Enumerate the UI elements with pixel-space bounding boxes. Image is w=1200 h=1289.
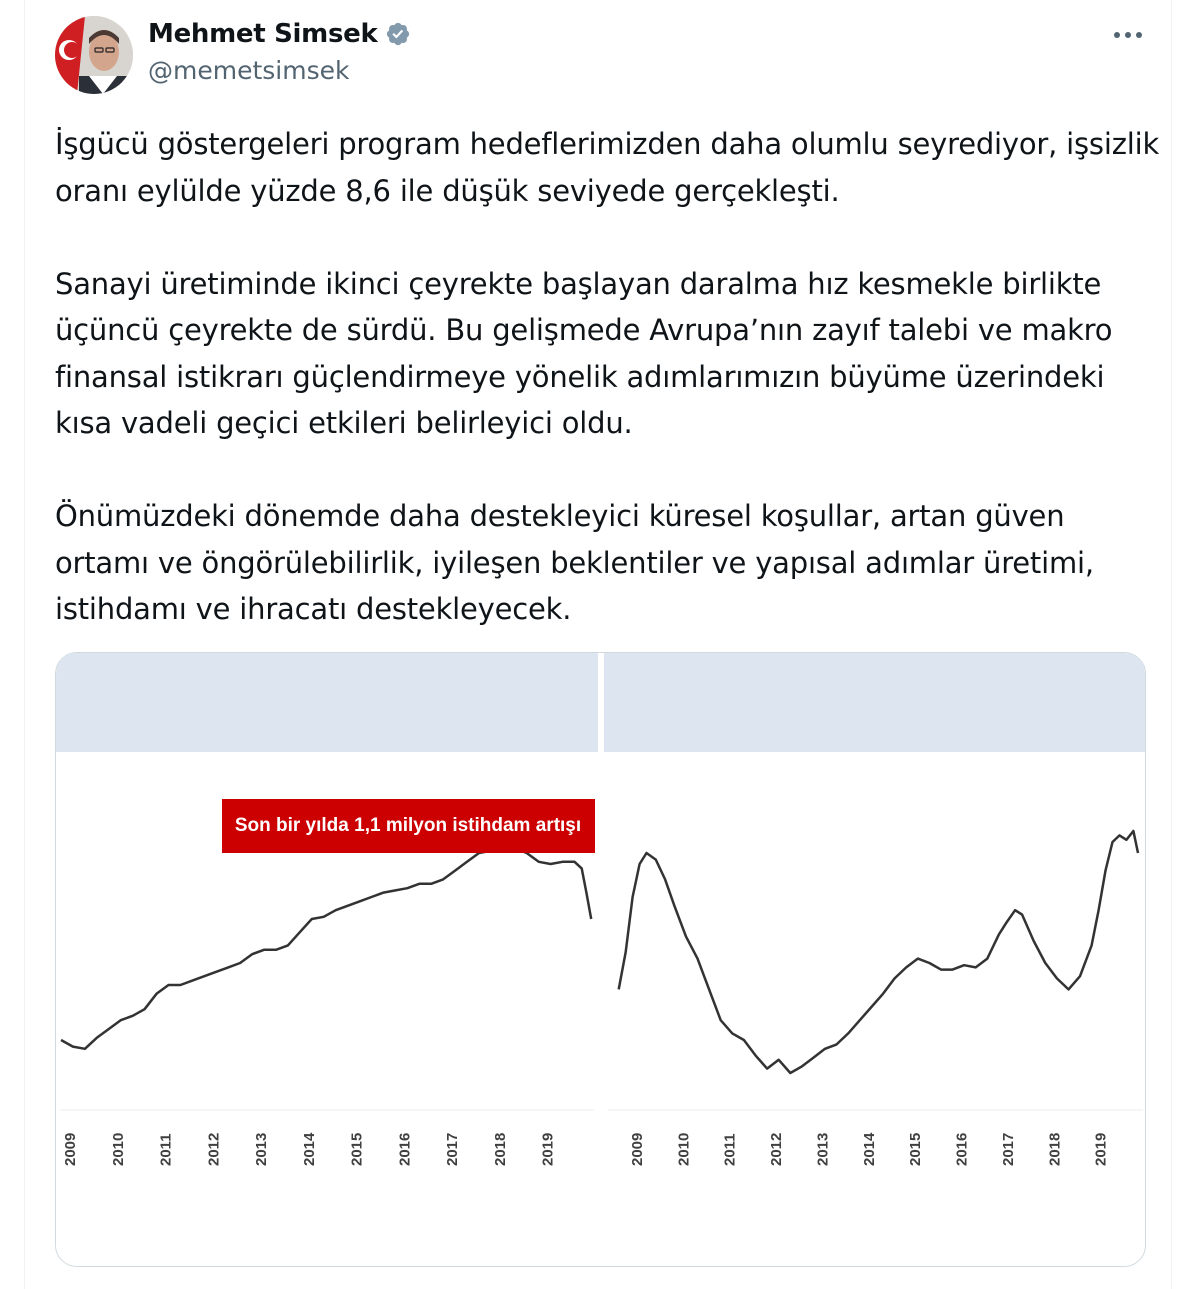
author-handle[interactable]: @memetsimsek <box>148 56 350 85</box>
x-tick-label: 2009 <box>62 1132 79 1166</box>
avatar-image <box>55 16 133 94</box>
x-tick-label: 2014 <box>300 1132 318 1166</box>
x-tick-label: 2011 <box>721 1133 739 1166</box>
tweet-paragraph: Önümüzdeki dönemde daha destekleyici küresel koşullar, artan güven ortamı ve öngörülebilirlik, iyileşen beklentiler ve yapısal adımlar üretimi, istihdamı ve ihracatı destekleyecek. <box>55 499 1094 626</box>
x-tick-label: 2018 <box>1046 1132 1064 1166</box>
x-tick-label: 2017 <box>999 1132 1017 1166</box>
x-tick-label: 2014 <box>860 1132 878 1166</box>
author-name-row <box>148 17 411 51</box>
x-tick-label: 2017 <box>444 1132 462 1166</box>
x-tick-label: 2016 <box>396 1132 414 1166</box>
tweet-media-image[interactable] <box>55 652 1146 1267</box>
x-tick-label: 2015 <box>348 1132 366 1166</box>
x-tick-label: 2013 <box>814 1132 832 1166</box>
tweet-text <box>55 121 1165 633</box>
x-tick-label: 2019 <box>539 1132 557 1166</box>
x-tick-label: 2019 <box>1092 1132 1110 1166</box>
x-tick-label: 2015 <box>907 1132 925 1166</box>
x-tick-label: 2018 <box>491 1132 509 1166</box>
x-tick-label: 2010 <box>109 1132 127 1166</box>
x-tick-label: 2012 <box>768 1132 786 1166</box>
chart-annotation: Son bir yılda 1,1 milyon istihdam artışı <box>234 815 582 836</box>
tweet-paragraph: İşgücü göstergeleri program hedeflerimizden daha olumlu seyrediyor, işsizlik oranı eylülde yüzde 8,6 ile düşük seviyede gerçekleşti. <box>55 127 1160 208</box>
x-tick-label: 2010 <box>675 1132 693 1166</box>
charts-image <box>56 653 1146 1267</box>
x-tick-label: 2011 <box>157 1133 175 1166</box>
more-options-icon[interactable] <box>1106 20 1150 50</box>
chart-left-header <box>56 653 598 752</box>
avatar[interactable] <box>55 16 133 94</box>
tweet-paragraph: Sanayi üretiminde ikinci çeyrekte başlayan daralma hız kesmekle birlikte üçüncü çeyrekte de sürdü. Bu gelişmede Avrupa’nın zayıf talebi ve makro finansal istikrarı güçlendirmeye yönelik adımlarımızın büyüme üzerindeki kısa vadeli geçici etkileri belirleyici oldu. <box>55 266 1113 440</box>
chart-right-header <box>604 653 1146 752</box>
x-tick-label: 2016 <box>953 1132 971 1166</box>
x-tick-label: 2009 <box>629 1132 646 1166</box>
verified-badge-icon <box>385 21 411 47</box>
x-tick-label: 2012 <box>205 1132 223 1166</box>
author-name[interactable]: Mehmet Simsek <box>148 19 378 49</box>
x-tick-label: 2013 <box>253 1132 271 1166</box>
